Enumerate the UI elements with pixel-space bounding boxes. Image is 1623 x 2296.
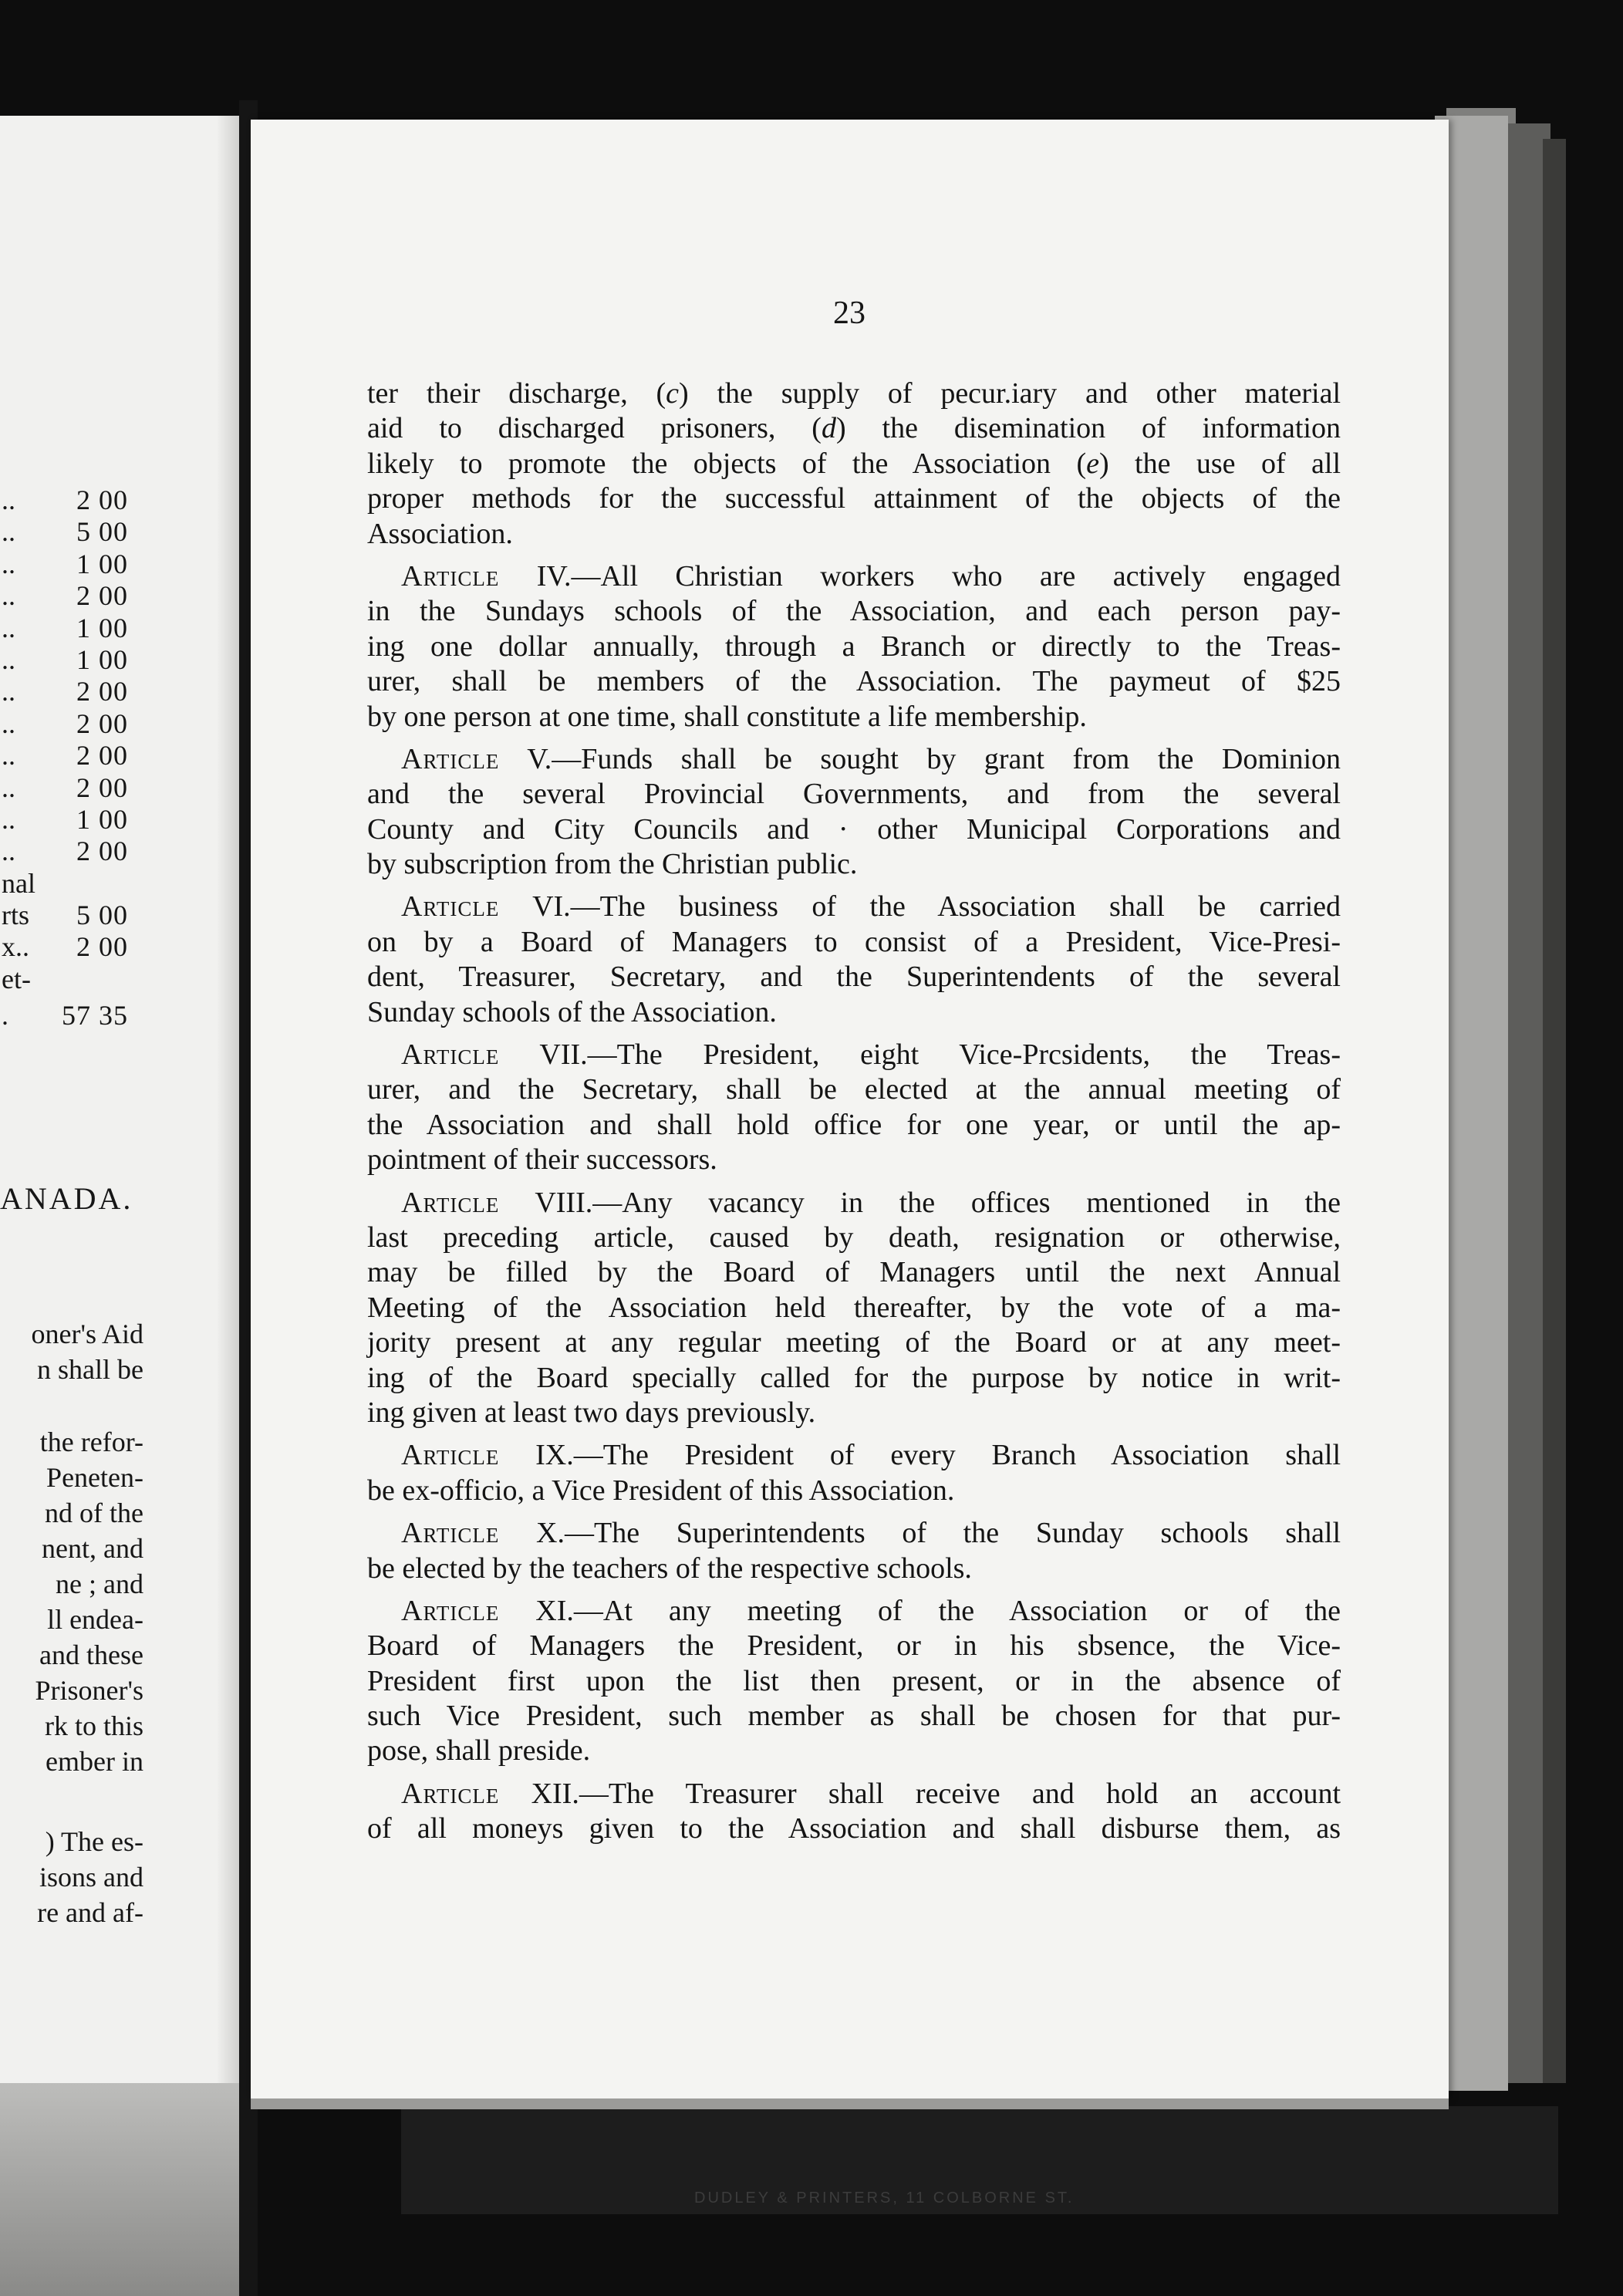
article-number: V.	[527, 742, 552, 775]
text-line: urer, and the Secretary, shall be elected at the annual meeting of	[367, 1073, 1341, 1106]
ledger-row	[0, 772, 154, 804]
text-line	[367, 1777, 1341, 1811]
text-line	[367, 1038, 1341, 1072]
article-paragraph	[367, 559, 1341, 734]
left-page-text-line: ember in	[46, 1746, 143, 1777]
left-page-text-line: isons and	[39, 1862, 143, 1893]
ledger-row-amount: 57 35	[62, 1000, 128, 1032]
text-line: ing given at least two days previously.	[367, 1396, 816, 1429]
ledger-row-label: ..	[2, 643, 15, 675]
left-page-paragraph	[0, 1824, 143, 1930]
article-text: —The business of the Association shall be carried	[570, 890, 1341, 923]
ledger-row-amount: 1 00	[76, 643, 128, 675]
ledger-row-amount: 2 00	[76, 836, 128, 867]
article-label: Article	[401, 559, 500, 593]
text-line: dent, Treasurer, Secretary, and the Superintendents of the several	[367, 961, 1341, 994]
ledger-row	[0, 900, 154, 931]
left-page-text-line: ne ; and	[56, 1568, 143, 1599]
article-label: Article	[401, 1777, 500, 1810]
paragraph-gap	[367, 552, 1341, 559]
paragraph-gap	[367, 1030, 1341, 1038]
article-label: Article	[401, 1439, 500, 1472]
left-page-text-line: and these	[39, 1639, 143, 1670]
ledger-row-label: ..	[2, 485, 15, 515]
text-line	[367, 1516, 1341, 1551]
left-page-text-line: n shall be	[37, 1354, 143, 1385]
text-line: Association.	[367, 517, 513, 550]
page-bottom-edge	[251, 2098, 1449, 2109]
article-number: VI.	[532, 890, 571, 923]
left-page-text-line: Prisoner's	[35, 1675, 143, 1706]
text-line: ing of the Board specially called for the purpose by notice in writ-	[367, 1361, 1341, 1394]
article-paragraph	[367, 1186, 1341, 1431]
ledger-row-amount: 2 00	[76, 931, 128, 963]
article-text: —Any vacancy in the offices mentioned in the	[592, 1186, 1341, 1219]
text-line	[367, 1594, 1341, 1629]
article-paragraph	[367, 1516, 1341, 1586]
paragraph-gap	[367, 734, 1341, 742]
page-number: 23	[833, 295, 865, 331]
ledger-row-label: et-	[2, 963, 31, 994]
text-line: aid to discharged prisoners, (d) the disemination of information	[367, 412, 1341, 445]
left-page-text-line: nd of the	[45, 1497, 143, 1528]
ledger-row-label: ..	[2, 516, 15, 548]
ledger-row-amount: 5 00	[76, 900, 128, 931]
text-line: jority present at any regular meeting of the Board or at any meet-	[367, 1326, 1341, 1359]
text-line	[367, 742, 1341, 777]
paragraph-gap	[367, 1508, 1341, 1516]
text-line: President first upon the list then present, or in the absence of	[367, 1664, 1341, 1697]
ledger-row	[0, 580, 154, 612]
article-number: XI.	[535, 1594, 574, 1627]
left-page-heading: ANADA.	[0, 1181, 133, 1216]
ledger-row-label: rts	[2, 900, 29, 931]
left-page-text-line: re and af-	[37, 1897, 143, 1928]
ledger-row-amount: 2 00	[76, 772, 128, 803]
ledger-row-label: ..	[2, 772, 15, 803]
article-number: VIII.	[535, 1186, 593, 1219]
article-label: Article	[401, 742, 500, 775]
text-line: may be filled by the Board of Managers until the next Annual	[367, 1256, 1341, 1289]
ledger-row-label: ..	[2, 580, 15, 612]
ledger-row	[0, 676, 154, 707]
paragraph-gap	[367, 882, 1341, 890]
ledger-row-label: nal	[2, 867, 35, 899]
left-page-text-line: the refor-	[39, 1427, 143, 1457]
ledger-row	[0, 708, 154, 740]
text-line: Board of Managers the President, or in his sbsence, the Vice-	[367, 1629, 1341, 1663]
article-paragraph	[367, 1594, 1341, 1769]
ledger-row-amount: 5 00	[76, 516, 128, 548]
ledger-row	[0, 740, 154, 772]
text-line: by subscription from the Christian public.	[367, 848, 858, 881]
ledger-row-amount: 2 00	[76, 580, 128, 612]
article-paragraph	[367, 1038, 1341, 1178]
article-text: —At any meeting of the Association or of the	[573, 1594, 1341, 1627]
ledger-row-amount: 1 00	[76, 803, 128, 835]
article-text: —The President, eight Vice-Prcsidents, the Treas-	[587, 1038, 1341, 1072]
ledger-row	[0, 549, 154, 580]
ledger-row-label: ..	[2, 740, 15, 772]
ledger-row-amount: 2 00	[76, 740, 128, 772]
article-number: IX.	[535, 1439, 574, 1472]
ledger-row	[0, 836, 154, 867]
ledger-column	[0, 485, 154, 1032]
ledger-row	[0, 964, 154, 995]
article-paragraph	[367, 890, 1341, 1030]
text-line: be elected by the teachers of the respective schools.	[367, 1551, 972, 1585]
continued-paragraph	[367, 376, 1341, 552]
ledger-row	[0, 516, 154, 548]
article-label: Article	[401, 1594, 500, 1627]
article-number: XII.	[531, 1777, 579, 1810]
ledger-row	[0, 868, 154, 900]
text-line: the Association and shall hold office for one year, or until the ap-	[367, 1108, 1341, 1141]
text-line	[367, 1186, 1341, 1221]
article-text: —The Superintendents of the Sunday schools shall	[564, 1517, 1341, 1550]
ledger-row-amount: 2 00	[76, 676, 128, 707]
text-line: and the several Provincial Governments, and from the several	[367, 778, 1341, 811]
left-page-bottom-edge	[0, 2083, 255, 2296]
left-page-text-line: ) The es-	[45, 1826, 143, 1857]
left-page	[0, 116, 245, 2091]
text-line: County and City Councils and · other Municipal Corporations and	[367, 812, 1341, 846]
article-paragraph	[367, 742, 1341, 883]
article-number: VII.	[539, 1038, 588, 1072]
text-line: of all moneys given to the Association and shall disburse them, as	[367, 1812, 1341, 1845]
paragraph-gap	[367, 1178, 1341, 1186]
text-line: urer, shall be members of the Association. The paymeut of $25	[367, 665, 1341, 698]
ledger-row	[0, 804, 154, 836]
ledger-row-label: ..	[2, 612, 15, 643]
text-line	[367, 1438, 1341, 1473]
ledger-row-amount: 1 00	[76, 612, 128, 643]
article-label: Article	[401, 890, 500, 923]
article-text: —Funds shall be sought by grant from the Dominion	[552, 742, 1341, 775]
book-cover-edge	[1543, 139, 1566, 2083]
article-label: Article	[401, 1186, 500, 1219]
left-page-text-line: oner's Aid	[31, 1319, 143, 1349]
text-line: in the Sundays schools of the Association, and each person pay-	[367, 595, 1341, 628]
article-paragraph	[367, 1777, 1341, 1847]
ledger-row	[0, 485, 154, 516]
text-line: be ex-officio, a Vice President of this Association.	[367, 1474, 955, 1507]
left-page-text-line: rk to this	[44, 1710, 143, 1741]
article-number: X.	[536, 1517, 565, 1550]
text-line: by one person at one time, shall constitute a life membership.	[367, 700, 1087, 733]
ledger-row-label: ..	[2, 676, 15, 707]
text-line: ter their discharge, (c) the supply of pecur.iary and other material	[367, 377, 1341, 410]
ledger-row	[0, 931, 154, 963]
article-text: —All Christian workers who are actively engaged	[571, 559, 1341, 593]
printer-imprint: DUDLEY & PRINTERS, 11 COLBORNE ST.	[694, 2190, 1075, 2207]
text-line: pose, shall preside.	[367, 1734, 591, 1768]
text-line: Sunday schools of the Association.	[367, 995, 777, 1028]
text-line: last preceding article, caused by death, resignation or otherwise,	[367, 1221, 1341, 1254]
ledger-row-label: ..	[2, 707, 15, 739]
article-label: Article	[401, 1038, 500, 1072]
text-line: pointment of their successors.	[367, 1143, 717, 1177]
paragraph-gap	[367, 1769, 1341, 1777]
article-paragraph	[367, 1438, 1341, 1508]
ledger-row-label: ..	[2, 548, 15, 579]
ledger-row	[0, 1000, 154, 1032]
ledger-row-label: .	[2, 1000, 8, 1032]
ledger-row-amount: 2 00	[76, 485, 128, 515]
left-page-text-line: Peneten-	[46, 1462, 143, 1493]
text-line	[367, 890, 1341, 924]
paragraph-gap	[367, 1430, 1341, 1438]
article-label: Article	[401, 1517, 500, 1550]
ledger-row-label: x..	[2, 931, 29, 963]
ledger-row	[0, 613, 154, 644]
ledger-row-label: ..	[2, 803, 15, 835]
ledger-row-amount: 2 00	[76, 707, 128, 739]
text-line: ing one dollar annually, through a Branch or directly to the Treas-	[367, 630, 1341, 663]
left-page-paragraph	[0, 1316, 143, 1387]
text-line: likely to promote the objects of the Association (e) the use of all	[367, 447, 1341, 480]
article-text: —The Treasurer shall receive and hold an account	[579, 1777, 1341, 1810]
ledger-row-amount: 1 00	[76, 548, 128, 579]
left-page-text-line: nent, and	[42, 1533, 143, 1564]
article-text: —The President of every Branch Association shall	[573, 1439, 1341, 1472]
paragraph-gap	[367, 1586, 1341, 1594]
article-number: IV.	[536, 559, 572, 593]
text-line: proper methods for the successful attainment of the objects of the	[367, 482, 1341, 515]
text-line	[367, 559, 1341, 594]
left-page-text-line: ll endea-	[47, 1604, 143, 1635]
text-line: Meeting of the Association held thereafter, by the vote of a ma-	[367, 1291, 1341, 1324]
ledger-row-label: ..	[2, 836, 15, 867]
left-page-paragraph	[0, 1424, 143, 1779]
text-line: on by a Board of Managers to consist of a President, Vice-Presi-	[367, 925, 1341, 958]
article-text-block	[367, 376, 1341, 1847]
ledger-row	[0, 644, 154, 676]
text-line: such Vice President, such member as shall be chosen for that pur-	[367, 1700, 1341, 1733]
